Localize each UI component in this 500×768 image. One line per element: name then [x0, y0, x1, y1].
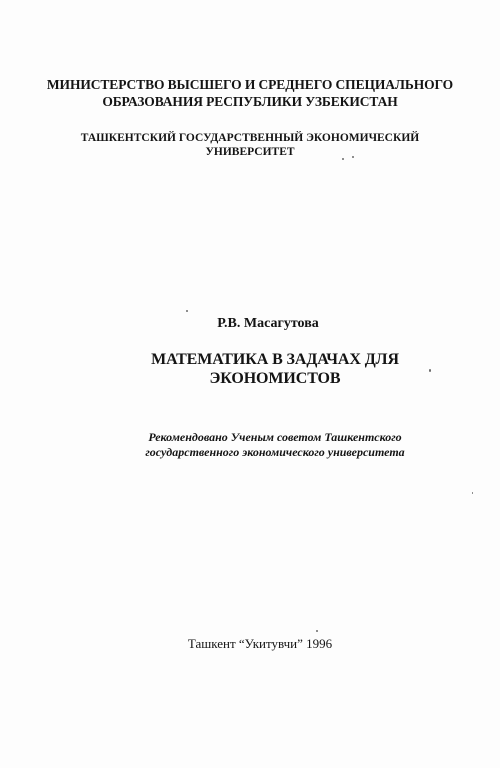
scan-speck — [429, 369, 431, 372]
ministry-line-1: МИНИСТЕРСТВО ВЫСШЕГО И СРЕДНЕГО СПЕЦИАЛЬНОГО — [46, 77, 454, 92]
recommendation-note — [0, 430, 500, 460]
book-title — [0, 350, 500, 388]
scan-speck — [342, 158, 344, 160]
university-heading — [0, 131, 500, 159]
ministry-line-2: ОБРАЗОВАНИЯ РЕСПУБЛИКИ УЗБЕКИСТАН — [102, 94, 398, 109]
university-line-1: ТАШКЕНТСКИЙ ГОСУДАРСТВЕННЫЙ ЭКОНОМИЧЕСКИЙ — [80, 132, 420, 144]
scan-speck — [186, 310, 188, 312]
scan-speck — [472, 492, 473, 494]
author-name: Р.В. Масагутова — [217, 316, 319, 331]
recommendation-line-2: государственного экономического университета — [145, 445, 405, 459]
book-title-line-1: МАТЕМАТИКА В ЗАДАЧАХ ДЛЯ — [151, 351, 399, 368]
recommendation-line-1: Рекомендовано Ученым советом Ташкентского — [148, 430, 402, 444]
scan-speck — [352, 156, 354, 158]
ministry-heading — [0, 76, 500, 110]
book-title-line-2: ЭКОНОМИСТОВ — [209, 370, 341, 387]
scan-speck — [316, 630, 318, 632]
university-line-2: УНИВЕРСИТЕТ — [205, 146, 295, 158]
publisher-imprint: Ташкент “Укитувчи” 1996 — [187, 636, 333, 651]
